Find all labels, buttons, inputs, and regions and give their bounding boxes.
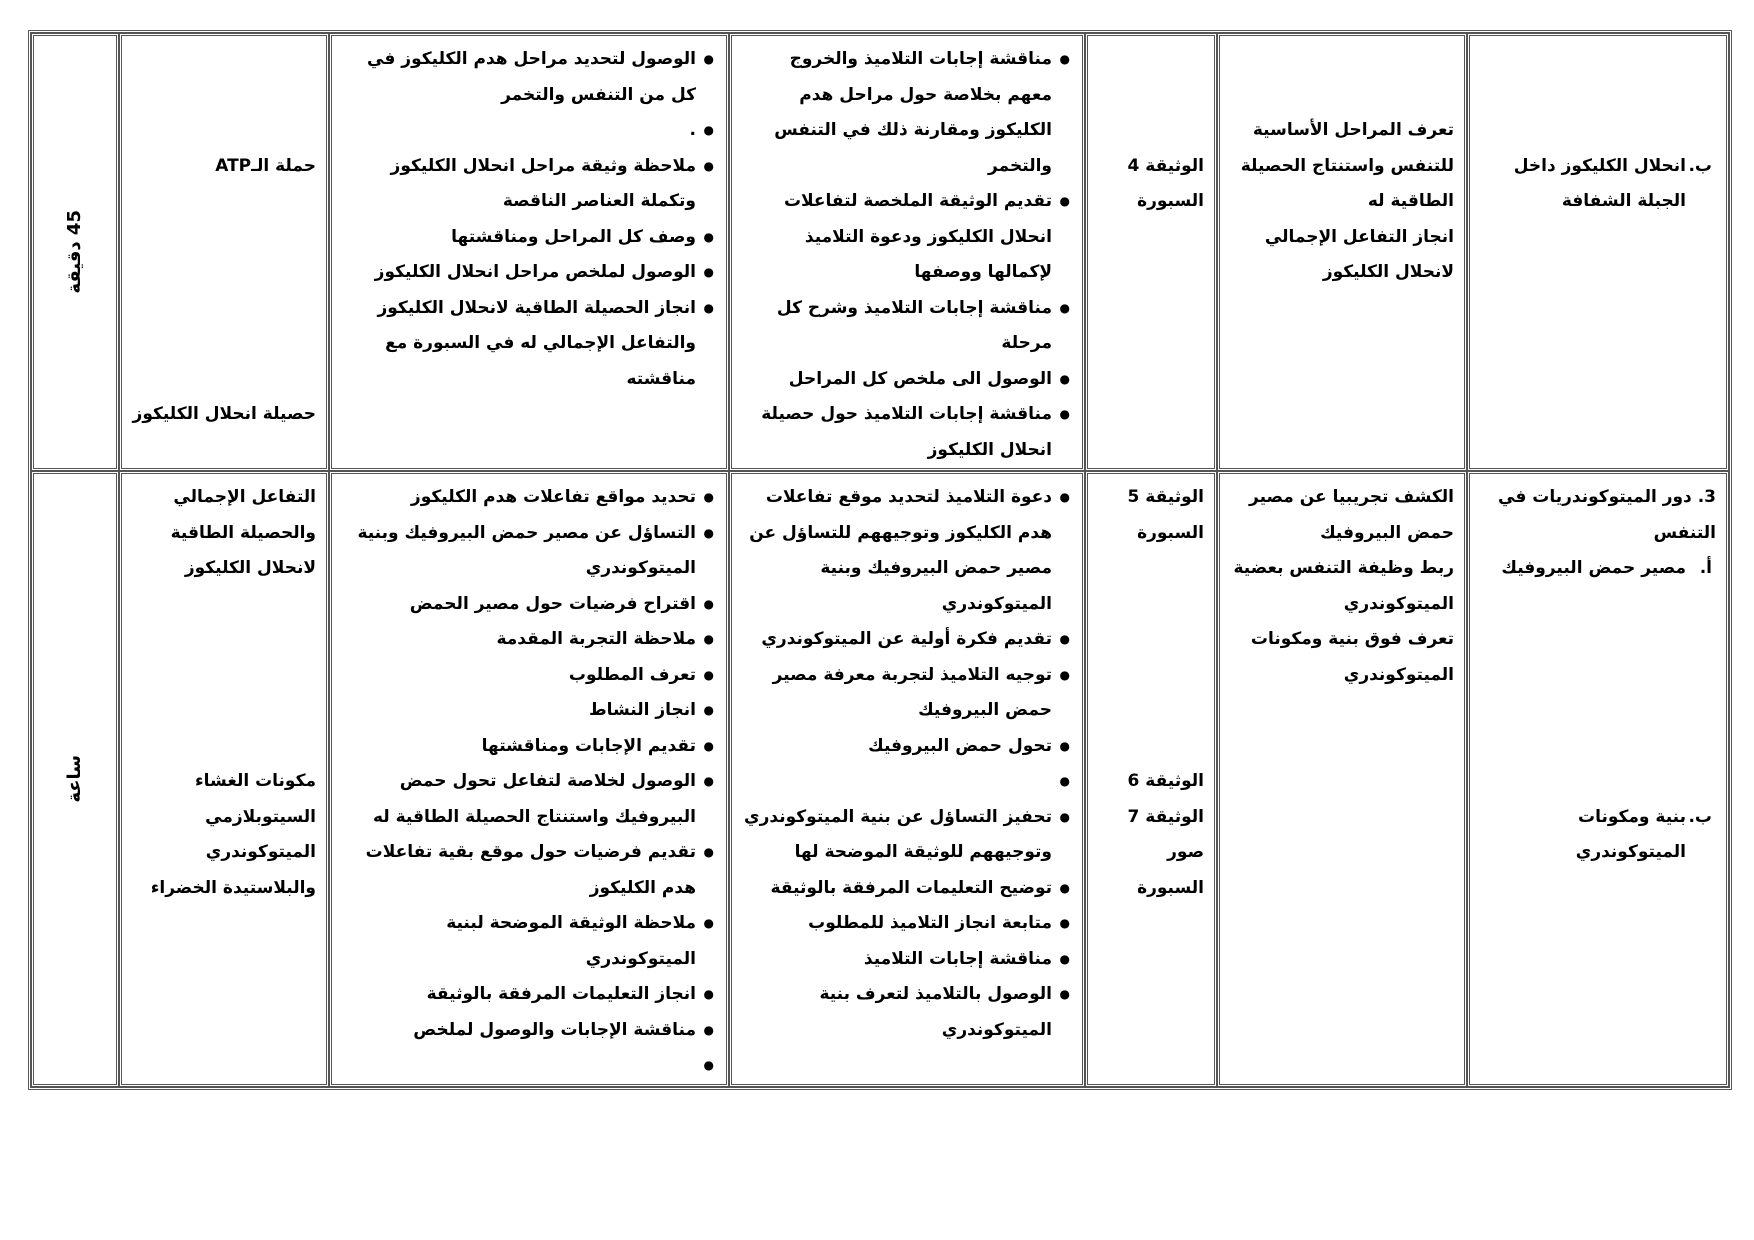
evaluation-line: التفاعل الإجمالي xyxy=(173,487,316,507)
teacher-activity-item: ● مناقشة إجابات التلاميذ والخروج معهم بخلاصة حول مراحل هدم الكليكوز ومقارنة ذلك في التنفس والتخمر xyxy=(742,42,1052,184)
learner-activity-item: ● مناقشة الإجابات والوصول لملخص xyxy=(342,1013,696,1049)
objectives-cell xyxy=(1217,33,1467,471)
support-line: الوثيقة 6 xyxy=(1127,771,1204,791)
evaluation-line: السيتوبلازمي xyxy=(205,806,316,827)
learner-activity-item: ● انجاز النشاط xyxy=(342,693,696,729)
supports-cell xyxy=(1085,471,1217,1087)
support-line: الوثيقة 7 xyxy=(1127,806,1204,827)
objective-line: الكشف تجريبيا عن مصير xyxy=(1249,487,1454,507)
objective-line: تعرف المراحل الأساسية xyxy=(1252,120,1454,140)
objectives-cell xyxy=(1217,471,1467,1087)
learner-activity-item: ● الوصول لتحديد مراحل هدم الكليكوز في كل من التنفس والتخمر xyxy=(342,42,696,113)
time-label: ساعة xyxy=(64,754,86,803)
teacher-activity-cell xyxy=(729,471,1085,1087)
teacher-activity-item: ● تقديم فكرة أولية عن الميتوكوندري xyxy=(742,622,1052,658)
objective-line: للتنفس واستنتاج الحصيلة xyxy=(1240,155,1454,176)
teacher-activity-item: ● تحول حمض البيروفيك xyxy=(742,729,1052,765)
learner-activity-cell xyxy=(329,471,729,1087)
learner-activity-item: ● الوصول لملخص مراحل انحلال الكليكوز xyxy=(342,255,696,291)
learner-activity-item: ● وصف كل المراحل ومناقشتها xyxy=(342,220,696,256)
learner-activity-item: ● تقديم فرضيات حول موقع بقية تفاعلات هدم الكليكوز xyxy=(342,835,696,906)
learner-activity-item: ● انجاز التعليمات المرفقة بالوثيقة xyxy=(342,977,696,1013)
objective-line: تعرف فوق بنية ومكونات xyxy=(1250,629,1454,649)
support-line: الوثيقة 5 xyxy=(1127,487,1204,507)
teacher-activity-item: ● الوصول بالتلاميذ لتعرف بنية الميتوكوندري xyxy=(742,977,1052,1048)
learner-activity-item: ● تقديم الإجابات ومناقشتها xyxy=(342,729,696,765)
item-text: بنية ومكونات الميتوكوندري xyxy=(1575,806,1686,862)
support-line: الوثيقة 4 xyxy=(1127,155,1204,176)
content-item xyxy=(1480,149,1716,220)
support-line: صور xyxy=(1167,842,1204,862)
learner-activity-cell xyxy=(329,33,729,471)
learner-activity-item: ● ملاحظة الوثيقة الموضحة لبنية الميتوكوندري xyxy=(342,906,696,977)
learner-activity-item: ● تحديد مواقع تفاعلات هدم الكليكوز xyxy=(342,480,696,516)
lesson-plan-table xyxy=(28,30,1732,1090)
objective-line: لانحلال الكليكوز xyxy=(1322,262,1454,282)
item-marker: ب. xyxy=(1688,155,1712,176)
evaluation-line: مكونات الغشاء xyxy=(194,771,316,791)
learner-activity-item: ● التساؤل عن مصير حمض البيروفيك وبنية الميتوكوندري xyxy=(342,516,696,587)
item-marker: ب. xyxy=(1688,806,1712,827)
evaluation-line: حملة الـATP xyxy=(215,155,316,176)
learner-activity-item: ● ملاحظة وثيقة مراحل انحلال الكليكوز وتكملة العناصر الناقصة xyxy=(342,149,696,220)
teacher-activity-item: ● مناقشة إجابات التلاميذ حول حصيلة انحلال الكليكوز xyxy=(742,397,1052,468)
learner-activity-item: ● اقتراح فرضيات حول مصير الحمض xyxy=(342,587,696,623)
teacher-activity-item: ● دعوة التلاميذ لتحديد موقع تفاعلات هدم الكليكوز وتوجيههم للتساؤل عن مصير حمض البيروفيك وبنية الميتوكوندري xyxy=(742,480,1052,622)
item-marker: أ. xyxy=(1699,558,1712,578)
objective-line: حمض البيروفيك xyxy=(1320,522,1454,543)
table-row xyxy=(31,33,1729,471)
support-line: السبورة xyxy=(1137,877,1204,898)
learner-activity-item xyxy=(342,1048,696,1084)
support-line: السبورة xyxy=(1137,522,1204,543)
learner-activity-item: ● ملاحظة التجربة المقدمة xyxy=(342,622,696,658)
item-text: مصير حمض البيروفيك xyxy=(1501,558,1686,578)
evaluation-cell xyxy=(119,33,329,471)
evaluation-cell xyxy=(119,471,329,1087)
section-title: 3. دور الميتوكوندريات في التنفس xyxy=(1498,487,1716,543)
objective-line: الميتوكوندري xyxy=(1343,593,1454,614)
evaluation-line: والبلاستيدة الخضراء xyxy=(150,877,316,898)
objective-line: الميتوكوندري xyxy=(1343,664,1454,685)
teacher-activity-item: ● متابعة انجاز التلاميذ للمطلوب xyxy=(742,906,1052,942)
objective-line: ربط وظيفة التنفس بعضية xyxy=(1233,558,1454,578)
content-cell xyxy=(1467,471,1729,1087)
evaluation-line: لانحلال الكليكوز xyxy=(184,558,316,578)
teacher-activity-item: ● مناقشة إجابات التلاميذ وشرح كل مرحلة xyxy=(742,291,1052,362)
supports-cell xyxy=(1085,33,1217,471)
evaluation-line: حصيلة انحلال الكليكوز xyxy=(132,404,316,424)
time-cell xyxy=(31,33,119,471)
teacher-activity-item: ● توضيح التعليمات المرفقة بالوثيقة xyxy=(742,871,1052,907)
teacher-activity-item: ● تحفيز التساؤل عن بنية الميتوكوندري وتوجيههم للوثيقة الموضحة لها xyxy=(742,800,1052,871)
support-line: السبورة xyxy=(1137,191,1204,211)
teacher-activity-item: ● تقديم الوثيقة الملخصة لتفاعلات انحلال الكليكوز ودعوة التلاميذ لإكمالها ووصفها xyxy=(742,184,1052,291)
learner-activity-item: ● تعرف المطلوب xyxy=(342,658,696,694)
teacher-activity-item: ● الوصول الى ملخص كل المراحل xyxy=(742,362,1052,398)
learner-activity-item: ● الوصول لخلاصة لتفاعل تحول حمض البيروفيك واستنتاج الحصيلة الطاقية له xyxy=(342,764,696,835)
learner-activity-item: ● انجاز الحصيلة الطاقية لانحلال الكليكوز والتفاعل الإجمالي له في السبورة مع مناقشته xyxy=(342,291,696,398)
learner-activity-item: ● . xyxy=(342,113,696,149)
teacher-activity-item: ● توجيه التلاميذ لتجربة معرفة مصير حمض البيروفيك xyxy=(742,658,1052,729)
item-text: انحلال الكليكوز داخل الجبلة الشفافة xyxy=(1513,155,1686,211)
objective-line: الطاقية له xyxy=(1367,191,1454,211)
objective-line: انجاز التفاعل الإجمالي xyxy=(1264,226,1454,247)
evaluation-line: الميتوكوندري xyxy=(205,842,316,862)
table-row xyxy=(31,471,1729,1087)
teacher-activity-item xyxy=(742,764,1052,800)
teacher-activity-cell xyxy=(729,33,1085,471)
content-item xyxy=(1480,551,1716,587)
content-item xyxy=(1536,800,1716,871)
lesson-plan-page xyxy=(28,30,1726,1090)
teacher-activity-item: ● مناقشة إجابات التلاميذ xyxy=(742,942,1052,978)
evaluation-line: والحصيلة الطاقية xyxy=(170,522,316,543)
time-cell xyxy=(31,471,119,1087)
time-label: 45 دقيقة xyxy=(64,210,86,294)
content-cell xyxy=(1467,33,1729,471)
